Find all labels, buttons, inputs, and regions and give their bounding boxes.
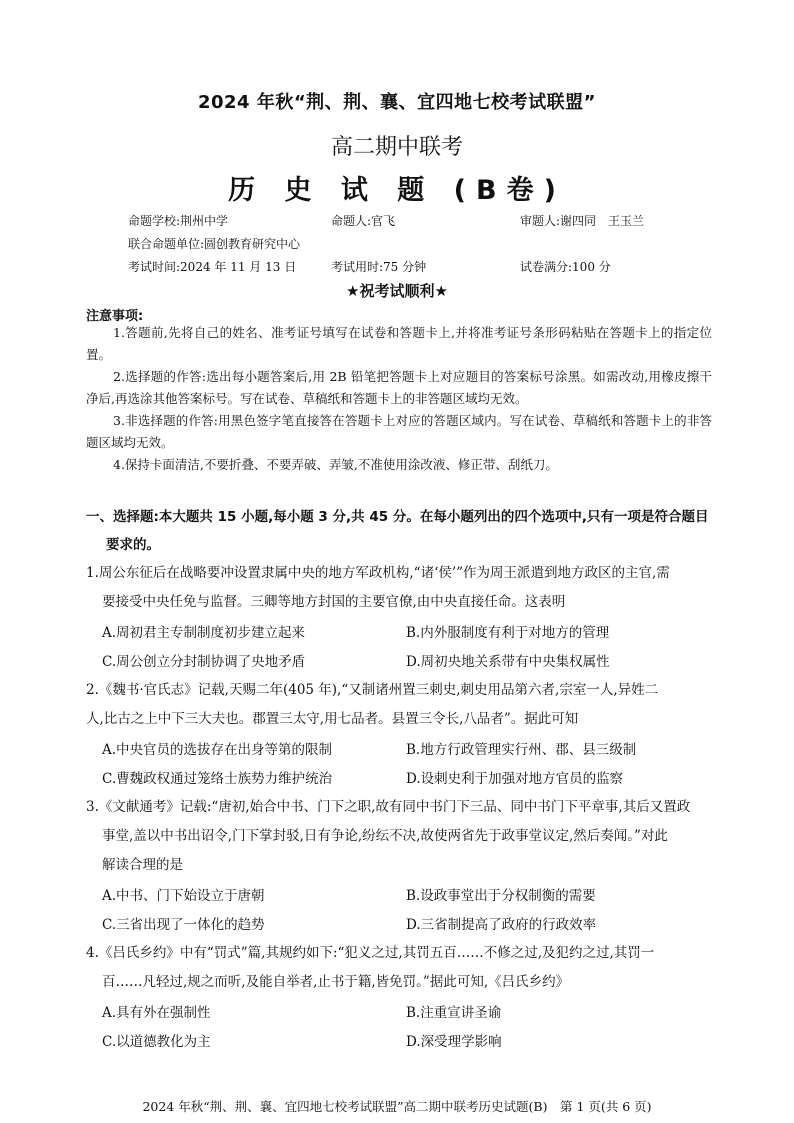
option-a[interactable]: A.周初君主专制制度初步建立起来 <box>102 625 306 641</box>
section-heading-line: 一、选择题:本大题共 15 小题,每小题 3 分,共 45 分。在每小题列出的四个选项中,只有一项是符合题目 <box>86 509 709 525</box>
question-stem-line: 2.《魏书·官氏志》记载,天赐二年(405 年),“又制诸州置三刺史,刺史用品第六者,宗室一人,异姓二 <box>86 682 659 698</box>
notice-item: 2.选择题的作答:选出每小题答案后,用 2B 铅笔把答题卡上对应题目的答案标号涂黑。如需改动,用橡皮擦干净后,再选涂其他答案标号。写在试卷、草稿纸和答题卡上的非答题区域均无效。 <box>86 369 712 406</box>
option-b[interactable]: B.地方行政管理实行州、郡、县三级制 <box>406 742 637 758</box>
option-b[interactable]: B.注重宣讲圣谕 <box>406 1005 502 1021</box>
notice-item: 4.保持卡面清洁,不要折叠、不要弄破、弄皱,不准使用涂改液、修正带、刮纸刀。 <box>113 457 558 472</box>
option-b[interactable]: B.设政事堂出于分权制衡的需要 <box>406 888 596 904</box>
meta-school: 命题学校:荆州中学 <box>128 214 229 228</box>
option-c[interactable]: C.曹魏政权通过笼络士族势力维护统治 <box>102 771 333 787</box>
option-a[interactable]: A.具有外在强制性 <box>102 1005 211 1021</box>
question-2 <box>86 676 712 734</box>
question-1 <box>86 559 712 617</box>
notice-item: 3.非选择题的作答:用黑色签字笔直接答在答题卡上对应的答题区域内。写在试卷、草稿纸和答题卡上的非答题区域均无效。 <box>86 413 712 450</box>
exam-subject-title: 历 史 试 题 (B卷) <box>228 175 566 206</box>
blessing: ★祝考试顺利★ <box>346 282 448 300</box>
question-stem-line: 百……凡轻过,规之而听,及能自举者,止书于籍,皆免罚。”据此可知,《吕氏乡约》 <box>102 974 570 990</box>
meta-reviewer: 审题人:谢四同 王玉兰 <box>520 214 645 228</box>
meta-date: 考试时间:2024 年 11 月 13 日 <box>128 260 297 274</box>
meta-unit: 联合命题单位:圆创教育研究中心 <box>128 237 301 251</box>
option-d[interactable]: D.三省制提高了政府的行政效率 <box>406 917 597 933</box>
option-a[interactable]: A.中书、门下始设立于唐朝 <box>102 888 265 904</box>
question-stem-line: 事堂,盖以中书出诏令,门下掌封驳,日有争论,纷纭不决,故使两省先于政事堂议定,然后奏闻。”对此 <box>102 828 668 844</box>
question-3 <box>86 793 712 880</box>
meta-score: 试卷满分:100 分 <box>520 260 611 274</box>
meta-author: 命题人:官飞 <box>331 214 396 228</box>
exam-subtitle: 高二期中联考 <box>330 135 463 160</box>
question-stem-line: 解读合理的是 <box>102 857 183 873</box>
option-d[interactable]: D.深受理学影响 <box>406 1034 502 1050</box>
question-stem-line: 4.《吕氏乡约》中有“罚式”篇,其规约如下:“犯义之过,其罚五百……不修之过,及犯约之过,其罚一 <box>86 945 655 961</box>
question-stem-line: 3.《文献通考》记载:“唐初,始合中书、门下之职,故有同中书门下三品、同中书门下平章事,其后又置政 <box>86 799 691 815</box>
question-stem-line: 人,比古之上中下三大夫也。郡置三太守,用七品者。县置三令长,八品者”。据此可知 <box>86 711 579 727</box>
notice-item: 1.答题前,先将自己的姓名、准考证号填写在试卷和答题卡上,并将准考证号条形码粘贴在答题卡上的指定位置。 <box>86 325 712 362</box>
notice-title: 注意事项: <box>86 309 144 324</box>
option-b[interactable]: B.内外服制度有利于对地方的管理 <box>406 625 610 641</box>
option-d[interactable]: D.周初央地关系带有中央集权属性 <box>406 654 610 670</box>
option-d[interactable]: D.设刺史利于加强对地方官员的监察 <box>406 771 624 787</box>
option-c[interactable]: C.周公创立分封制协调了央地矛盾 <box>102 654 306 670</box>
exam-alliance-title: 2024 年秋“荆、荆、襄、宜四地七校考试联盟” <box>197 92 597 113</box>
question-stem-line: 1.周公东征后在战略要冲设置隶属中央的地方军政机构,“诸‘侯’”作为周王派遣到地方政区的主官,需 <box>86 565 670 581</box>
option-c[interactable]: C.三省出现了一体化的趋势 <box>102 917 265 933</box>
option-c[interactable]: C.以道德教化为主 <box>102 1034 211 1050</box>
section-heading <box>86 503 712 559</box>
question-stem-line: 要接受中央任免与监督。三卿等地方封国的主要官僚,由中央直接任命。这表明 <box>102 594 566 610</box>
option-a[interactable]: A.中央官员的选拔存在出身等第的限制 <box>102 742 333 758</box>
section-heading-line: 要求的。 <box>106 537 160 553</box>
page-footer: 2024 年秋“荆、荆、襄、宜四地七校考试联盟”高二期中联考历史试题(B) 第 1 页(共 6 页) <box>142 1099 652 1114</box>
meta-duration: 考试用时:75 分钟 <box>331 260 427 274</box>
question-4 <box>86 939 712 997</box>
